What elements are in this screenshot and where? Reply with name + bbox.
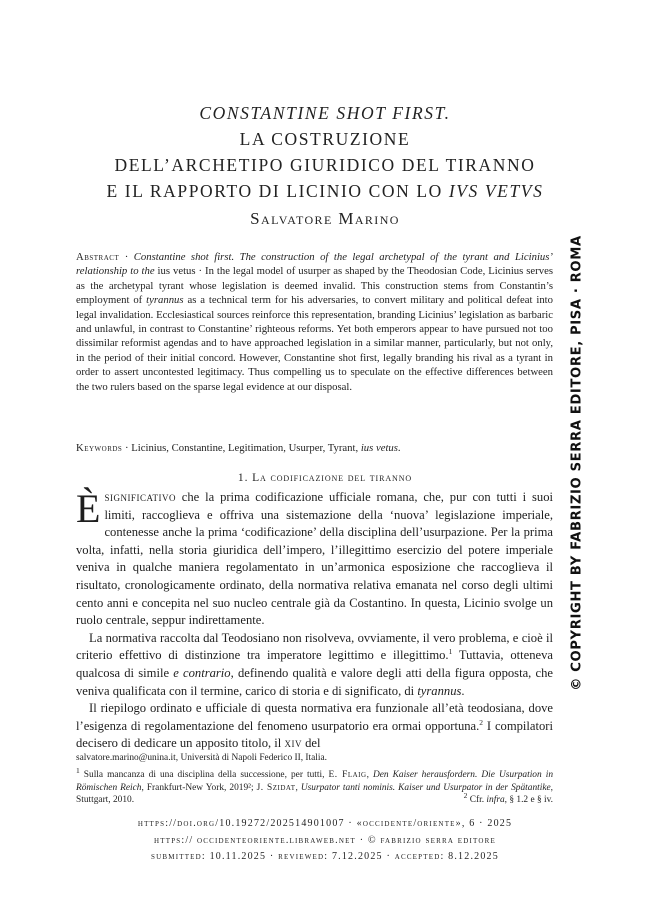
footnote-1-text-a: Sulla mancanza di una disciplina della successione, per tutti,: [79, 770, 329, 781]
keywords: [76, 441, 553, 455]
paragraph-1: [76, 486, 553, 630]
footnotes: [76, 752, 553, 807]
footnote-1-text-e: , Stuttgart, 2010.: [76, 782, 554, 806]
paragraph-2-italic-2: tyrannus: [417, 683, 462, 698]
footnote-1-text-b: ,: [366, 770, 373, 781]
footnote-1-text-d: ,: [295, 782, 301, 793]
paragraph-3-text-c: del: [301, 736, 321, 751]
footnote-1: [76, 766, 554, 806]
footnote-1-title-1: Den Kaiser herausfordern. Die Usurpation in Römischen Reich: [76, 770, 554, 793]
title-line-4-italic: IVS VETVS: [448, 181, 544, 201]
footnote-1-author-1: E. Flaig: [328, 770, 367, 781]
paragraph-3: [76, 700, 553, 753]
body-text: [76, 486, 553, 753]
keywords-italic: ius vetus: [360, 442, 398, 454]
section-heading: 1. La codificazione del tiranno: [237, 472, 413, 484]
keywords-end: .: [397, 442, 401, 454]
dates-line: submitted: 10.11.2025 · reviewed: 7.12.2025 · accepted: 8.12.2025: [151, 851, 499, 862]
abstract: [76, 250, 553, 394]
title-line-4-prefix: E IL RAPPORTO DI LICINIO CON LO: [106, 181, 449, 201]
keywords-label: Keywords: [76, 442, 123, 454]
title-line-3: DELL’ARCHETIPO GIURIDICO DEL TIRANNO: [114, 155, 536, 175]
keywords-separator: ·: [122, 442, 132, 454]
footnote-ref-2[interactable]: 2: [479, 717, 484, 727]
footnote-1-title-2: Usurpator tanti nominis. Kaiser und Usurpator in der Spätantike: [300, 782, 551, 793]
footnote-1-author-2: J. Szidat: [256, 782, 296, 793]
paragraph-2-italic-1: e contrario: [173, 665, 231, 680]
paragraph-3-text-a: Il riepilogo ordinato e ufficiale di questa normativa era funzionale all’età teodosiana, dove l’esigenza di regolamentazione del fenomeno usurpatorio era ormai opportuna.: [76, 701, 553, 733]
footnote-2-text-b: , § 1.2 e § iv.: [504, 795, 553, 806]
drop-cap: È: [76, 486, 101, 531]
doi-line[interactable]: https://doi.org/10.19272/202514901007 · «occidente/oriente», 6 · 2025: [137, 818, 513, 829]
paragraph-3-text-b: I compilatori decisero di dedicare un apposito titolo, il: [76, 718, 553, 751]
copyright-text: © COPYRIGHT BY FABRIZIO SERRA EDITORE, PISA · ROMA: [569, 235, 585, 691]
footnote-2-italic: infra: [486, 795, 505, 806]
paragraph-2-text-c: , definendo qualità e valore degli atti della figura opposta, che veniva qualificata con il termine, carico di storia e di significato, di: [76, 665, 553, 698]
footnote-2-text-a: Cfr.: [467, 795, 487, 806]
footnote-1-text-c: , Frankfurt-New York, 2019²;: [141, 782, 257, 793]
abstract-text: · In the legal model of usurper as shaped by the Theodosian Code, Licinius serves as the archetypal tyrant whose legislation is deemed invalid. This construction stems from Constantin’s employment of: [76, 265, 553, 307]
paragraph-2-text-d: .: [461, 683, 465, 698]
footnote-2: [463, 791, 553, 806]
title-line-1: CONSTANTINE SHOT FIRST.: [199, 103, 451, 123]
journal-url-line[interactable]: https:// occidenteoriente.libraweb.net · © fabrizio serra editore: [154, 834, 496, 846]
abstract-label: Abstract: [76, 251, 120, 263]
abstract-english-title: Constantine shot first. The construction of the legal archetypal of the tyrant and Licinius’ relationship to the: [76, 251, 553, 278]
abstract-separator: ·: [119, 251, 134, 263]
paragraph-3-smallcaps: xiv: [284, 736, 302, 751]
title-line-2: LA COSTRUZIONE: [239, 129, 411, 149]
footnote-1-number: 1: [76, 766, 80, 776]
paragraph-2-text-a: La normativa raccolta dal Teodosiano non risolveva, ovviamente, il vero problema, e cioè il criterio effettivo di distinzione tra imperatore legittimo e illegittimo.: [76, 630, 553, 663]
title-line-4: [0, 178, 650, 204]
first-word: significativo: [104, 490, 176, 504]
paragraph-1-text: che la prima codificazione ufficiale romana, che, pur con tutti i suoi limiti, raccoglieva e offriva una sistemazione della ‘nuova’ legislazione imperiale, contenesse anche la prima ‘codificazione’ della disciplina dell’usurpazione. Per la prima volta, infatti, nella storia giuridica dell’impero, l’illegittimo esercizio del potere imperiale veniva in qualche maniera regolamentato in un’armonica esposizione che raccoglieva il risultato, cronologicamente ordinato, della normativa relativa emanata nel corso degli ultimi cento anni e concepita nel suo nucleo centrale già da Costantino. In questa, Licinio svolge un ruolo centrale, seppur indirettamente.: [76, 490, 553, 628]
copyright-sidebar: [565, 236, 589, 690]
abstract-english-title-roman: ius vetus: [154, 265, 196, 278]
publication-footer: [0, 816, 650, 866]
abstract-term-tyrannus: tyrannus: [146, 294, 184, 307]
author-affiliation: salvatore.marino@unina.it, Università di Napoli Federico II, Italia.: [76, 753, 328, 763]
article-title: [0, 100, 650, 204]
abstract-text-2: as a technical term for his adversaries, to convert military and political defeat into legal invalidation. Ecclesiastical sources reinforce this representation, branding Licinius’ legislation as barbaric and unlawful, in contrast to Constantine’ righteous reforms. Yet both emperors appear to have pursued not too dissimilar reformist agendas and to have approached legislation in a similar manner, particularly, but not only, in the period of their initial concord. However, Constantine shot first, legally branding his rival as a tyrant in order to assert uncontested legitimacy. Thus compelling us to speculate on the effective differences between the two rulers based on the sparse legal evidence at our disposal.: [76, 294, 553, 393]
author-name: Salvatore Marino: [250, 209, 400, 228]
paragraph-2-text-b: Tuttavia, otteneva qualcosa di simile: [76, 648, 553, 680]
footnote-2-number: 2: [463, 791, 468, 801]
paragraph-2: [76, 630, 553, 700]
keywords-text: Licinius, Constantine, Legitimation, Usurper, Tyrant,: [131, 442, 361, 454]
footnote-ref-1[interactable]: 1: [448, 647, 453, 657]
